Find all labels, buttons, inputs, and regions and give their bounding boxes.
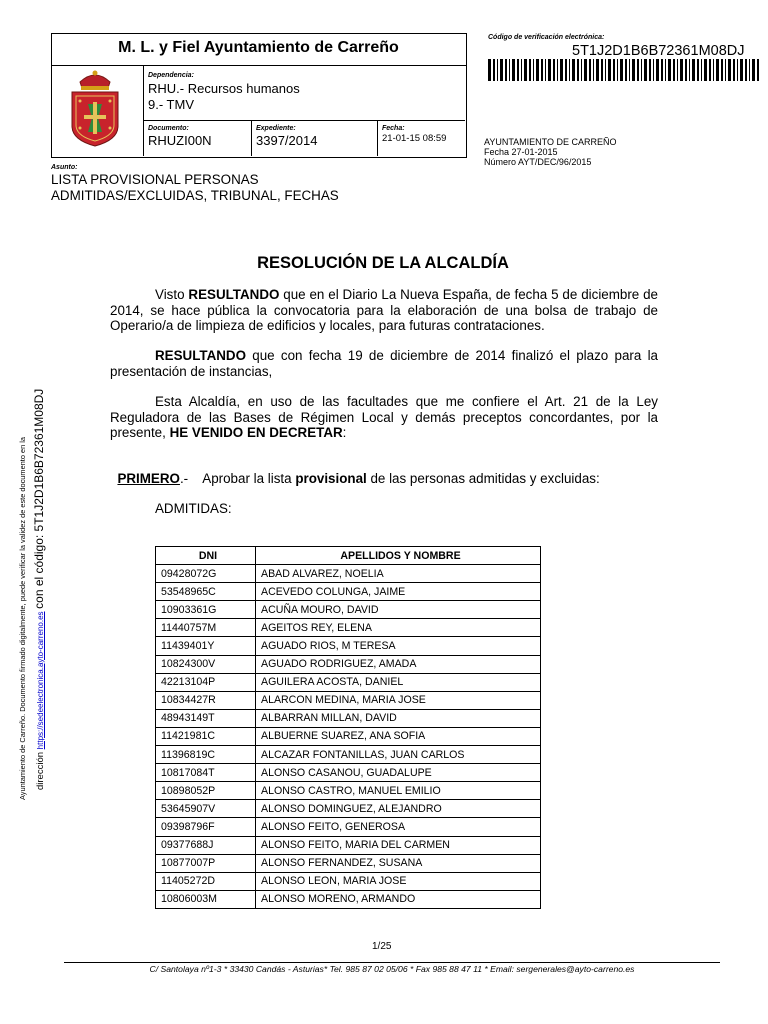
registry-line2: Fecha 27-01-2015 <box>484 147 558 157</box>
p2-a: RESULTANDO <box>155 348 246 363</box>
dependencia-line1: RHU.- Recursos humanos <box>148 81 300 96</box>
header-col-divider1 <box>251 120 252 156</box>
header-dni: DNI <box>156 547 256 565</box>
org-title: M. L. y Fiel Ayuntamiento de Carreño <box>118 39 399 56</box>
barcode-bar <box>665 59 666 81</box>
side-note-link[interactable]: https://sedeelectronica.ayto-carreno.es <box>36 611 45 750</box>
barcode-bar <box>533 59 534 81</box>
side-note-suffix: con el código: 5T1J2D1B6B72361M08DJ <box>32 388 46 609</box>
documento-label: Documento: <box>148 125 189 132</box>
table-row <box>156 836 541 854</box>
barcode-bar <box>713 59 714 81</box>
barcode-bar <box>536 59 539 81</box>
barcode-bar <box>584 59 587 81</box>
name-cell: ACEVEDO COLUNGA, JAIME <box>256 583 541 601</box>
p4-c: provisional <box>295 470 367 486</box>
page-number <box>372 941 391 952</box>
barcode-bar <box>493 59 495 81</box>
barcode-bar <box>500 59 503 81</box>
name-cell: AGEITOS REY, ELENA <box>256 619 541 637</box>
name-cell: AGUILERA ACOSTA, DANIEL <box>256 673 541 691</box>
table-row <box>156 800 541 818</box>
table-row <box>156 709 541 727</box>
barcode-bar <box>593 59 594 81</box>
asunto-line2: ADMITIDAS/EXCLUIDAS, TRIBUNAL, FECHAS <box>51 188 339 203</box>
barcode-bar <box>656 59 659 81</box>
table-row <box>156 818 541 836</box>
barcode-bar <box>661 59 663 81</box>
table-row <box>156 890 541 908</box>
barcode-bar <box>596 59 599 81</box>
dni-cell: 10903361G <box>156 601 256 619</box>
barcode-bar <box>733 59 735 81</box>
barcode-bar <box>517 59 519 81</box>
name-cell: ALONSO DOMINGUEZ, ALEJANDRO <box>256 800 541 818</box>
table-row <box>156 764 541 782</box>
resolution-title: RESOLUCIÓN DE LA ALCALDÍA <box>257 254 509 272</box>
p4-b: .- Aprobar la lista <box>179 470 296 486</box>
table-row <box>156 673 541 691</box>
registry-stamp <box>484 137 617 167</box>
header-left-divider <box>143 65 144 156</box>
dependencia-line2: 9.- TMV <box>148 97 194 112</box>
dni-cell: 53548965C <box>156 583 256 601</box>
name-cell: ALONSO CASANOU, GUADALUPE <box>256 764 541 782</box>
table-row <box>156 872 541 890</box>
name-cell: ALONSO FERNANDEZ, SUSANA <box>256 854 541 872</box>
barcode-bar <box>617 59 618 81</box>
dni-cell: 10817084T <box>156 764 256 782</box>
documento-value: RHUZI00N <box>148 133 212 148</box>
barcode-bar <box>721 59 723 81</box>
table-row <box>156 746 541 764</box>
barcode-bar <box>685 59 687 81</box>
paragraph-3 <box>110 394 658 441</box>
side-verification-note <box>18 437 27 800</box>
name-cell: AGUADO RODRIGUEZ, AMADA <box>256 655 541 673</box>
barcode-bar <box>757 59 759 81</box>
header-title-divider <box>51 65 466 66</box>
p1-a: Visto <box>155 287 189 302</box>
name-cell: ALONSO MORENO, ARMANDO <box>256 890 541 908</box>
table-header-row <box>156 547 541 565</box>
name-cell: ALCAZAR FONTANILLAS, JUAN CARLOS <box>256 746 541 764</box>
asunto-line1: LISTA PROVISIONAL PERSONAS <box>51 172 259 187</box>
name-cell: AGUADO RIOS, M TERESA <box>256 637 541 655</box>
barcode-bar <box>521 59 522 81</box>
barcode-bar <box>649 59 651 81</box>
dni-cell: 42213104P <box>156 673 256 691</box>
footer-address: C/ Santolaya nº1-3 * 33430 Candás - Asturias* Tel. 985 87 02 05/06 * Fax 985 88 47 11 * Email: sergenerales@ayto-carreno.es <box>149 964 635 974</box>
name-cell: ALBARRAN MILLAN, DAVID <box>256 709 541 727</box>
dni-cell: 11421981C <box>156 727 256 745</box>
side-note-prefix: dirección <box>35 751 46 790</box>
dni-cell: 11405272D <box>156 872 256 890</box>
p2-b: que con fecha 19 de diciembre de 2014 finalizó el plazo para la presentación de instancias, <box>110 348 658 379</box>
paragraph-4 <box>110 455 658 486</box>
footer-divider <box>64 962 720 963</box>
verification-label: Código de verificación electrónica: <box>488 34 605 41</box>
barcode-bar <box>692 59 695 81</box>
p4-d: de las personas admitidas y excluidas: <box>366 470 600 486</box>
header-name: APELLIDOS Y NOMBRE <box>256 547 541 565</box>
barcode-bar <box>709 59 711 81</box>
p3-b: HE VENIDO EN DECRETAR <box>169 425 343 440</box>
name-cell: ALONSO LEON, MARIA JOSE <box>256 872 541 890</box>
asunto-label: Asunto: <box>51 164 78 171</box>
header-mid-divider <box>143 120 465 121</box>
dni-cell: 11440757M <box>156 619 256 637</box>
barcode-bar <box>749 59 750 81</box>
barcode-bar <box>548 59 551 81</box>
name-cell: ALBUERNE SUAREZ, ANA SOFIA <box>256 727 541 745</box>
dni-cell: 10824300V <box>156 655 256 673</box>
barcode-bar <box>680 59 683 81</box>
barcode-bar <box>637 59 639 81</box>
barcode-bar <box>641 59 642 81</box>
name-cell: ACUÑA MOURO, DAVID <box>256 601 541 619</box>
dni-cell: 10877007P <box>156 854 256 872</box>
fecha-label: Fecha: <box>382 125 405 132</box>
barcode-bar <box>697 59 699 81</box>
admitted-table <box>155 546 541 909</box>
dni-cell: 53645907V <box>156 800 256 818</box>
barcode-bar <box>497 59 498 81</box>
barcode-bar <box>740 59 743 81</box>
barcode-bar <box>505 59 507 81</box>
paragraph-1 <box>110 287 658 334</box>
side-verification-note-2 <box>34 389 46 790</box>
verification-barcode <box>488 59 768 81</box>
page-number-value: 1/25 <box>372 941 392 952</box>
barcode-bar <box>673 59 675 81</box>
barcode-bar <box>581 59 582 81</box>
expediente-value: 3397/2014 <box>256 133 318 148</box>
p3-c: : <box>342 425 347 440</box>
table-row <box>156 583 541 601</box>
barcode-bar <box>605 59 606 81</box>
barcode-bar <box>728 59 731 81</box>
barcode-bar <box>701 59 702 81</box>
name-cell: ALARCON MEDINA, MARIA JOSE <box>256 691 541 709</box>
barcode-bar <box>577 59 579 81</box>
table-row <box>156 691 541 709</box>
barcode-bar <box>632 59 635 81</box>
table-row <box>156 727 541 745</box>
table-row <box>156 782 541 800</box>
barcode-bar <box>620 59 623 81</box>
barcode-bar <box>689 59 690 81</box>
verification-code: 5T1J2D1B6B72361M08DJ <box>572 43 745 59</box>
name-cell: ALONSO FEITO, MARIA DEL CARMEN <box>256 836 541 854</box>
barcode-bar <box>668 59 671 81</box>
barcode-bar <box>601 59 603 81</box>
barcode-bar <box>512 59 515 81</box>
dni-cell: 09428072G <box>156 565 256 583</box>
p1-c: que en el Diario La Nueva España, de fecha 5 de diciembre de 2014, se hace pública la convocatoria para la elaboración de una bolsa de trabajo de Operario/a de limpieza de edificios y locales, para futuras contrataciones. <box>110 287 659 333</box>
barcode-bar <box>677 59 678 81</box>
dependencia-label: Dependencia: <box>148 72 194 79</box>
barcode-bar <box>653 59 654 81</box>
barcode-bar <box>553 59 555 81</box>
table-row <box>156 637 541 655</box>
barcode-bar <box>716 59 719 81</box>
table-row <box>156 565 541 583</box>
dni-cell: 10834427R <box>156 691 256 709</box>
barcode-bar <box>613 59 615 81</box>
barcode-bar <box>608 59 611 81</box>
table-row <box>156 854 541 872</box>
barcode-bar <box>589 59 591 81</box>
barcode-bar <box>557 59 558 81</box>
dni-cell: 11439401Y <box>156 637 256 655</box>
barcode-bar <box>572 59 575 81</box>
barcode-bar <box>509 59 510 81</box>
p4-a: PRIMERO <box>117 470 180 486</box>
fecha-value: 21-01-15 08:59 <box>382 133 447 144</box>
dni-cell: 09377688J <box>156 836 256 854</box>
barcode-bar <box>629 59 630 81</box>
barcode-bar <box>565 59 567 81</box>
registry-line3: Número AYT/DEC/96/2015 <box>484 157 592 167</box>
table-row <box>156 601 541 619</box>
expediente-label: Expediente: <box>256 125 296 132</box>
registry-line1: AYUNTAMIENTO DE CARREÑO <box>484 137 617 147</box>
barcode-bar <box>752 59 755 81</box>
barcode-bar <box>529 59 531 81</box>
barcode-bar <box>541 59 543 81</box>
admitidas-label: ADMITIDAS: <box>155 501 232 516</box>
barcode-bar <box>704 59 707 81</box>
coat-of-arms-logo <box>66 68 124 148</box>
paragraph-2 <box>110 348 658 379</box>
side-note-line1: Ayuntamiento de Carreño. Documento firmado digitalmente, puede verificar la validez de este documento en la <box>18 436 27 800</box>
dni-cell: 11396819C <box>156 746 256 764</box>
barcode-bar <box>560 59 563 81</box>
p3-a: Esta Alcaldía, en uso de las facultades que me confiere el Art. 21 de la Ley Reguladora de las Bases de Régimen Local y demás preceptos concordantes, por la presente, <box>110 394 658 440</box>
barcode-bar <box>545 59 546 81</box>
table-row <box>156 619 541 637</box>
barcode-bar <box>737 59 738 81</box>
dni-cell: 09398796F <box>156 818 256 836</box>
table-row <box>156 655 541 673</box>
header-col-divider2 <box>377 120 378 156</box>
barcode-bar <box>644 59 647 81</box>
barcode-bar <box>745 59 747 81</box>
barcode-bar <box>524 59 527 81</box>
name-cell: ALONSO CASTRO, MANUEL EMILIO <box>256 782 541 800</box>
name-cell: ABAD ALVAREZ, NOELIA <box>256 565 541 583</box>
name-cell: ALONSO FEITO, GENEROSA <box>256 818 541 836</box>
barcode-bar <box>488 59 491 81</box>
barcode-bar <box>725 59 726 81</box>
barcode-bar <box>569 59 570 81</box>
dni-cell: 10898052P <box>156 782 256 800</box>
barcode-bar <box>625 59 627 81</box>
dni-cell: 10806003M <box>156 890 256 908</box>
dni-cell: 48943149T <box>156 709 256 727</box>
p1-b: RESULTANDO <box>188 287 280 302</box>
